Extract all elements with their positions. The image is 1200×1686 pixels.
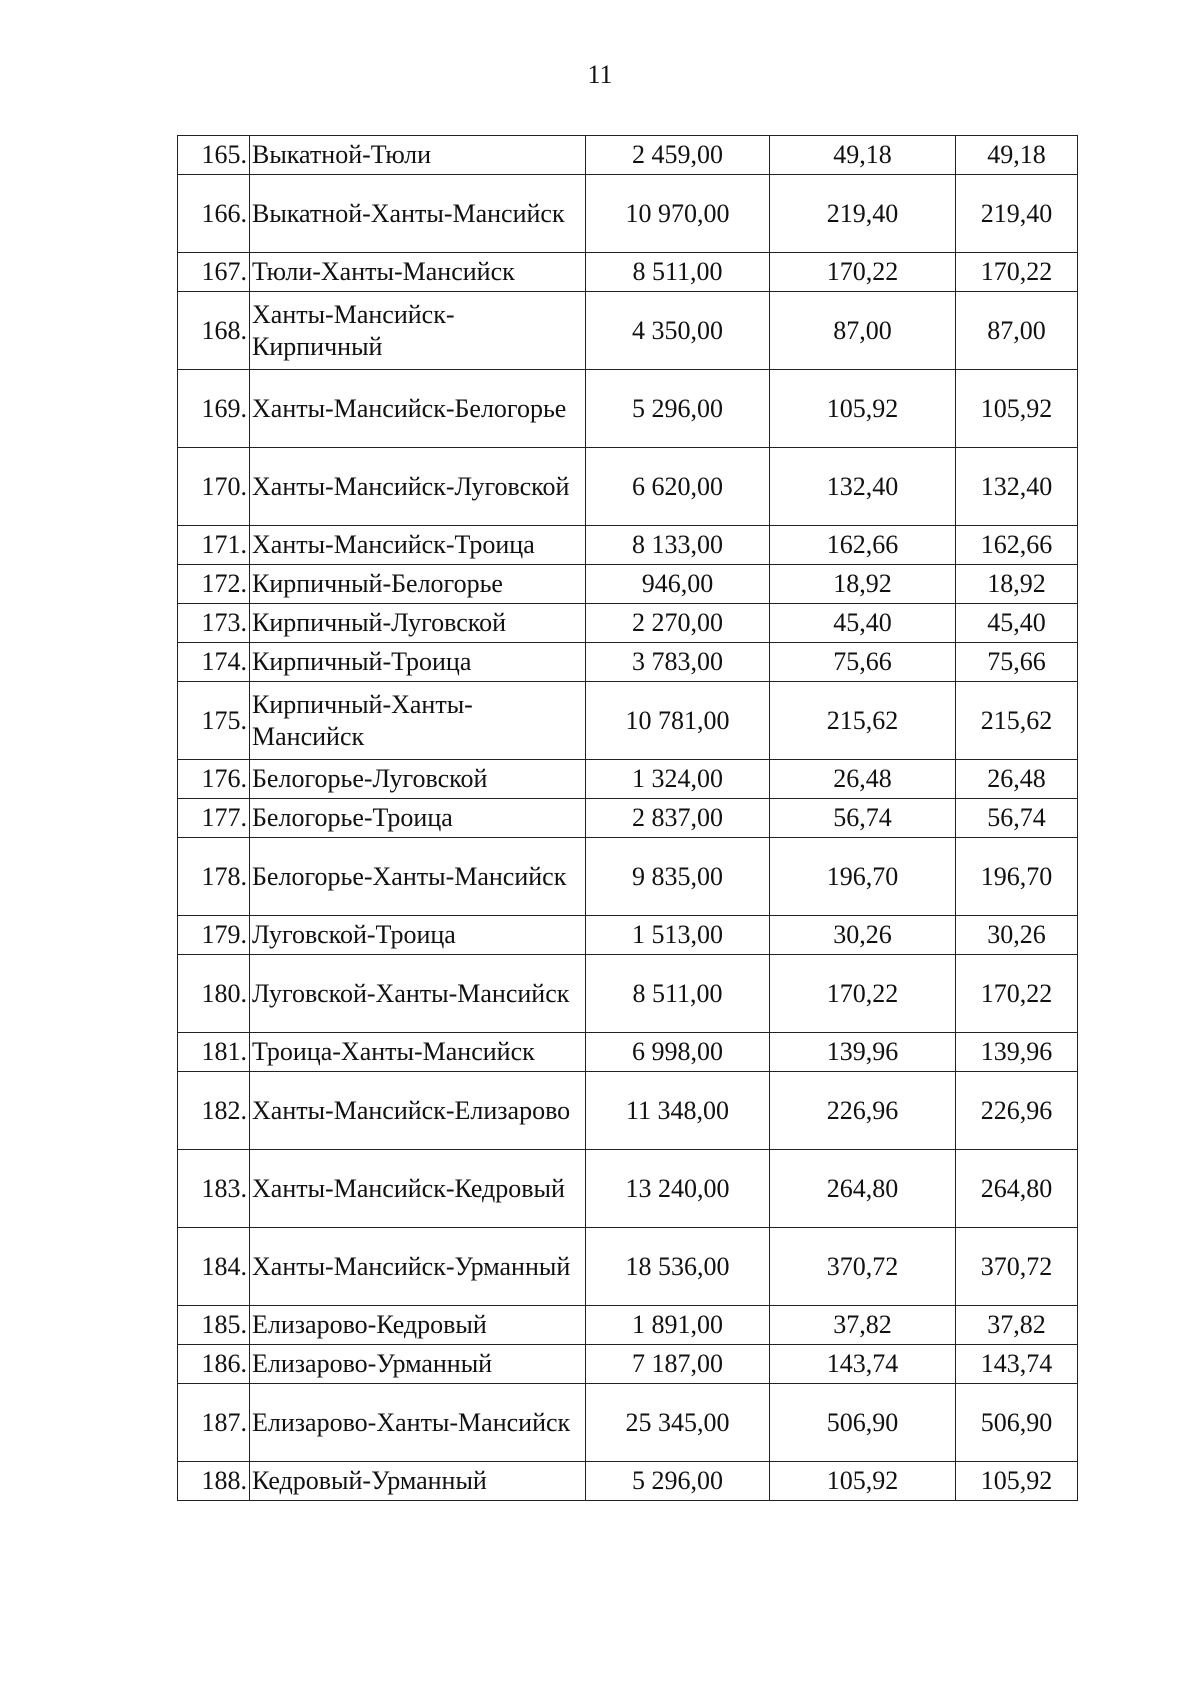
value-column-2: 139,96 bbox=[956, 1033, 1078, 1072]
row-number: 185. bbox=[178, 1306, 250, 1345]
distance-value: 10 781,00 bbox=[586, 682, 770, 760]
table-row bbox=[178, 1384, 1078, 1462]
table-row bbox=[178, 643, 1078, 682]
distance-value: 946,00 bbox=[586, 565, 770, 604]
distance-value: 4 350,00 bbox=[586, 292, 770, 370]
value-column-1: 170,22 bbox=[770, 955, 956, 1033]
row-number: 173. bbox=[178, 604, 250, 643]
route-name: Кирпичный-Белогорье bbox=[250, 565, 586, 604]
route-name: Кирпичный-Ханты-Мансийск bbox=[250, 682, 586, 760]
row-number: 170. bbox=[178, 448, 250, 526]
route-name: Ханты-Мансийск-Луговской bbox=[250, 448, 586, 526]
table-row bbox=[178, 1306, 1078, 1345]
table-row bbox=[178, 955, 1078, 1033]
row-number: 176. bbox=[178, 760, 250, 799]
distance-value: 2 459,00 bbox=[586, 136, 770, 175]
row-number: 178. bbox=[178, 838, 250, 916]
table-row bbox=[178, 1345, 1078, 1384]
value-column-2: 18,92 bbox=[956, 565, 1078, 604]
value-column-1: 105,92 bbox=[770, 370, 956, 448]
table-row bbox=[178, 253, 1078, 292]
value-column-1: 87,00 bbox=[770, 292, 956, 370]
distance-value: 8 511,00 bbox=[586, 253, 770, 292]
value-column-1: 132,40 bbox=[770, 448, 956, 526]
row-number: 187. bbox=[178, 1384, 250, 1462]
value-column-2: 196,70 bbox=[956, 838, 1078, 916]
value-column-1: 139,96 bbox=[770, 1033, 956, 1072]
route-name: Кирпичный-Троица bbox=[250, 643, 586, 682]
distance-value: 3 783,00 bbox=[586, 643, 770, 682]
row-number: 182. bbox=[178, 1072, 250, 1150]
table-row bbox=[178, 370, 1078, 448]
distance-value: 18 536,00 bbox=[586, 1228, 770, 1306]
routes-table bbox=[177, 135, 1078, 1501]
distance-value: 5 296,00 bbox=[586, 1462, 770, 1501]
row-number: 166. bbox=[178, 175, 250, 253]
route-name: Кедровый-Урманный bbox=[250, 1462, 586, 1501]
row-number: 168. bbox=[178, 292, 250, 370]
value-column-2: 219,40 bbox=[956, 175, 1078, 253]
distance-value: 1 891,00 bbox=[586, 1306, 770, 1345]
route-name: Ханты-Мансийск-Троица bbox=[250, 526, 586, 565]
row-number: 184. bbox=[178, 1228, 250, 1306]
value-column-2: 264,80 bbox=[956, 1150, 1078, 1228]
distance-value: 8 511,00 bbox=[586, 955, 770, 1033]
route-name: Кирпичный-Луговской bbox=[250, 604, 586, 643]
table-row bbox=[178, 604, 1078, 643]
route-name: Белогорье-Троица bbox=[250, 799, 586, 838]
value-column-1: 30,26 bbox=[770, 916, 956, 955]
value-column-2: 26,48 bbox=[956, 760, 1078, 799]
route-name: Ханты-Мансийск-Белогорье bbox=[250, 370, 586, 448]
row-number: 183. bbox=[178, 1150, 250, 1228]
value-column-1: 170,22 bbox=[770, 253, 956, 292]
value-column-1: 37,82 bbox=[770, 1306, 956, 1345]
row-number: 171. bbox=[178, 526, 250, 565]
route-name: Белогорье-Луговской bbox=[250, 760, 586, 799]
value-column-2: 45,40 bbox=[956, 604, 1078, 643]
value-column-1: 26,48 bbox=[770, 760, 956, 799]
route-name: Елизарово-Урманный bbox=[250, 1345, 586, 1384]
table-row bbox=[178, 565, 1078, 604]
value-column-1: 18,92 bbox=[770, 565, 956, 604]
value-column-2: 170,22 bbox=[956, 253, 1078, 292]
value-column-1: 196,70 bbox=[770, 838, 956, 916]
value-column-2: 105,92 bbox=[956, 1462, 1078, 1501]
route-name: Выкатной-Ханты-Мансийск bbox=[250, 175, 586, 253]
value-column-2: 370,72 bbox=[956, 1228, 1078, 1306]
table-row bbox=[178, 1033, 1078, 1072]
value-column-1: 45,40 bbox=[770, 604, 956, 643]
value-column-2: 56,74 bbox=[956, 799, 1078, 838]
distance-value: 5 296,00 bbox=[586, 370, 770, 448]
distance-value: 6 620,00 bbox=[586, 448, 770, 526]
table-row bbox=[178, 1150, 1078, 1228]
value-column-2: 226,96 bbox=[956, 1072, 1078, 1150]
distance-value: 1 324,00 bbox=[586, 760, 770, 799]
table-row bbox=[178, 1228, 1078, 1306]
table-row bbox=[178, 136, 1078, 175]
value-column-2: 105,92 bbox=[956, 370, 1078, 448]
distance-value: 6 998,00 bbox=[586, 1033, 770, 1072]
table-row bbox=[178, 526, 1078, 565]
row-number: 179. bbox=[178, 916, 250, 955]
row-number: 186. bbox=[178, 1345, 250, 1384]
route-name: Тюли-Ханты-Мансийск bbox=[250, 253, 586, 292]
row-number: 165. bbox=[178, 136, 250, 175]
value-column-1: 215,62 bbox=[770, 682, 956, 760]
route-name: Белогорье-Ханты-Мансийск bbox=[250, 838, 586, 916]
value-column-2: 75,66 bbox=[956, 643, 1078, 682]
table-row bbox=[178, 1462, 1078, 1501]
table-row bbox=[178, 760, 1078, 799]
distance-value: 7 187,00 bbox=[586, 1345, 770, 1384]
row-number: 172. bbox=[178, 565, 250, 604]
row-number: 175. bbox=[178, 682, 250, 760]
row-number: 181. bbox=[178, 1033, 250, 1072]
value-column-1: 370,72 bbox=[770, 1228, 956, 1306]
value-column-2: 143,74 bbox=[956, 1345, 1078, 1384]
value-column-1: 49,18 bbox=[770, 136, 956, 175]
value-column-1: 105,92 bbox=[770, 1462, 956, 1501]
row-number: 177. bbox=[178, 799, 250, 838]
value-column-2: 162,66 bbox=[956, 526, 1078, 565]
route-name: Луговской-Троица bbox=[250, 916, 586, 955]
value-column-1: 264,80 bbox=[770, 1150, 956, 1228]
distance-value: 13 240,00 bbox=[586, 1150, 770, 1228]
table-row bbox=[178, 1072, 1078, 1150]
table-row bbox=[178, 682, 1078, 760]
value-column-2: 37,82 bbox=[956, 1306, 1078, 1345]
table-row bbox=[178, 448, 1078, 526]
page-number: 11 bbox=[587, 60, 613, 89]
value-column-1: 75,66 bbox=[770, 643, 956, 682]
route-name: Выкатной-Тюли bbox=[250, 136, 586, 175]
value-column-2: 132,40 bbox=[956, 448, 1078, 526]
value-column-1: 506,90 bbox=[770, 1384, 956, 1462]
route-name: Ханты-Мансийск-Кирпичный bbox=[250, 292, 586, 370]
distance-value: 11 348,00 bbox=[586, 1072, 770, 1150]
row-number: 174. bbox=[178, 643, 250, 682]
distance-value: 8 133,00 bbox=[586, 526, 770, 565]
route-name: Ханты-Мансийск-Урманный bbox=[250, 1228, 586, 1306]
route-name: Елизарово-Кедровый bbox=[250, 1306, 586, 1345]
table-row bbox=[178, 799, 1078, 838]
row-number: 188. bbox=[178, 1462, 250, 1501]
value-column-2: 49,18 bbox=[956, 136, 1078, 175]
value-column-2: 506,90 bbox=[956, 1384, 1078, 1462]
table-row bbox=[178, 292, 1078, 370]
route-name: Ханты-Мансийск-Кедровый bbox=[250, 1150, 586, 1228]
route-name: Ханты-Мансийск-Елизарово bbox=[250, 1072, 586, 1150]
distance-value: 2 837,00 bbox=[586, 799, 770, 838]
table-row bbox=[178, 838, 1078, 916]
distance-value: 9 835,00 bbox=[586, 838, 770, 916]
value-column-2: 30,26 bbox=[956, 916, 1078, 955]
value-column-1: 219,40 bbox=[770, 175, 956, 253]
value-column-2: 170,22 bbox=[956, 955, 1078, 1033]
distance-value: 25 345,00 bbox=[586, 1384, 770, 1462]
value-column-2: 215,62 bbox=[956, 682, 1078, 760]
value-column-1: 143,74 bbox=[770, 1345, 956, 1384]
value-column-1: 162,66 bbox=[770, 526, 956, 565]
value-column-1: 56,74 bbox=[770, 799, 956, 838]
distance-value: 10 970,00 bbox=[586, 175, 770, 253]
row-number: 169. bbox=[178, 370, 250, 448]
table-row bbox=[178, 175, 1078, 253]
value-column-1: 226,96 bbox=[770, 1072, 956, 1150]
distance-value: 2 270,00 bbox=[586, 604, 770, 643]
distance-value: 1 513,00 bbox=[586, 916, 770, 955]
route-name: Елизарово-Ханты-Мансийск bbox=[250, 1384, 586, 1462]
value-column-2: 87,00 bbox=[956, 292, 1078, 370]
route-name: Луговской-Ханты-Мансийск bbox=[250, 955, 586, 1033]
route-name: Троица-Ханты-Мансийск bbox=[250, 1033, 586, 1072]
row-number: 167. bbox=[178, 253, 250, 292]
table-row bbox=[178, 916, 1078, 955]
row-number: 180. bbox=[178, 955, 250, 1033]
